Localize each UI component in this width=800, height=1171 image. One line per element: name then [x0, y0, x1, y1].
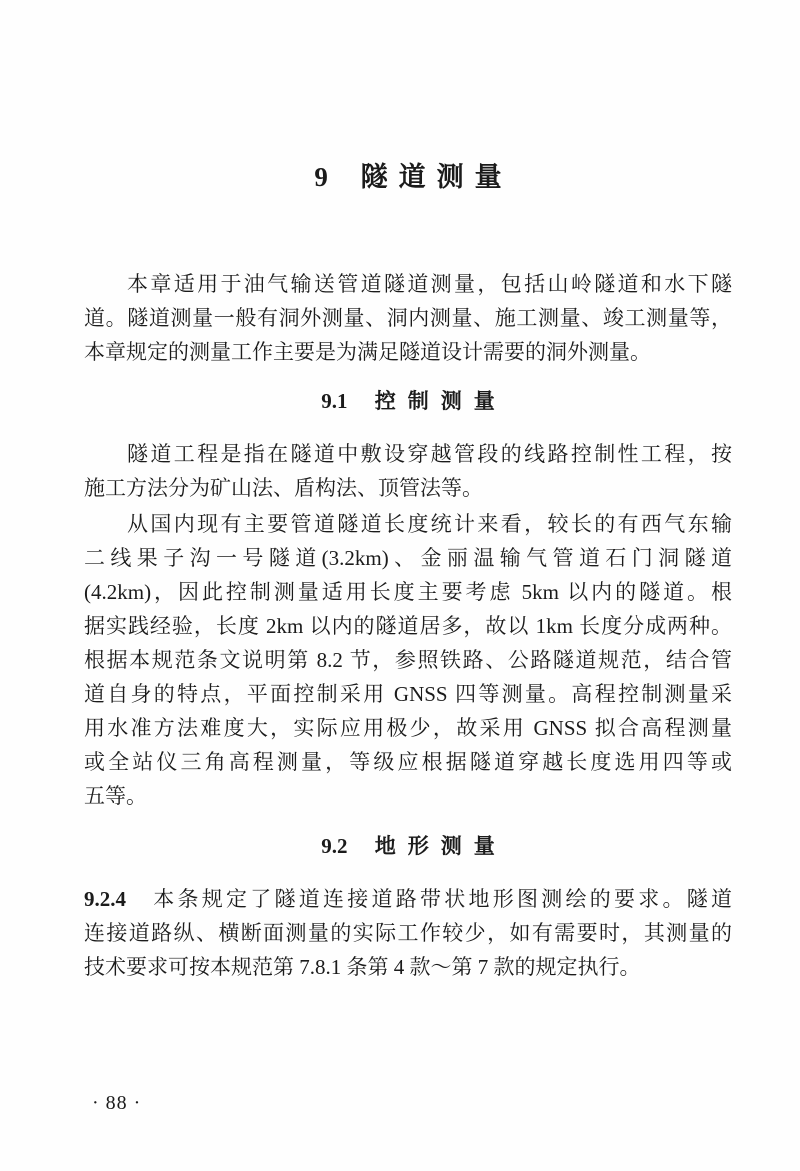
chapter-title-text: 隧道测量 — [360, 162, 513, 192]
text-line: 连接道路纵、横断面测量的实际工作较少，如有需要时，其测量的 — [84, 921, 732, 945]
text-line: 隧道工程是指在隧道中敷设穿越管段的线路控制性工程，按 — [127, 442, 732, 466]
section-9-1-paragraph-2 — [84, 507, 732, 813]
text-line: 用水准方法难度大，实际应用极少，故采用 GNSS 拟合高程测量 — [84, 716, 732, 740]
text-line: (4.2km)，因此控制测量适用长度主要考虑 5km 以内的隧道。根 — [84, 580, 732, 604]
clause-number: 9.2.4 — [84, 887, 126, 911]
text-line: 据实践经验，长度 2km 以内的隧道居多，故以 1km 长度分成两种。 — [84, 614, 732, 638]
clause-9-2-4-paragraph — [84, 882, 732, 984]
section-9-1-number: 9.1 — [321, 389, 348, 413]
text-line: 道自身的特点，平面控制采用 GNSS 四等测量。高程控制测量采 — [84, 682, 732, 706]
text-line: 或全站仪三角高程测量，等级应根据隧道穿越长度选用四等或 — [84, 750, 732, 774]
section-9-1-title-text: 控制测量 — [374, 389, 507, 413]
section-9-1-paragraph-1 — [84, 437, 732, 505]
section-9-2-heading — [84, 829, 732, 863]
section-9-1-heading — [84, 384, 732, 418]
text-line: 道。隧道测量一般有洞外测量、洞内测量、施工测量、竣工测量等， — [84, 306, 732, 330]
page-content — [84, 0, 732, 984]
text-line: 二线果子沟一号隧道(3.2km)、金丽温输气管道石门洞隧道 — [84, 546, 732, 570]
chapter-number: 9 — [314, 162, 328, 192]
chapter-title — [84, 160, 732, 194]
intro-paragraph — [84, 267, 732, 369]
text-line: 9.2.4 本条规定了隧道连接道路带状地形图测绘的要求。隧道 — [84, 887, 732, 911]
text-line: 施工方法分为矿山法、盾构法、顶管法等。 — [84, 476, 483, 500]
text-line: 本章规定的测量工作主要是为满足隧道设计需要的洞外测量。 — [84, 340, 651, 364]
text-line: 技术要求可按本规范第 7.8.1 条第 4 款～第 7 款的规定执行。 — [84, 955, 641, 979]
page-number: · 88 · — [92, 1092, 142, 1114]
text-line: 本章适用于油气输送管道隧道测量，包括山岭隧道和水下隧 — [127, 272, 732, 296]
text-line: 从国内现有主要管道隧道长度统计来看，较长的有西气东输 — [127, 512, 732, 536]
text-line: 五等。 — [84, 784, 147, 808]
section-9-2-title-text: 地形测量 — [374, 834, 507, 858]
section-9-2-number: 9.2 — [321, 834, 348, 858]
text-line: 根据本规范条文说明第 8.2 节，参照铁路、公路隧道规范，结合管 — [84, 648, 732, 672]
